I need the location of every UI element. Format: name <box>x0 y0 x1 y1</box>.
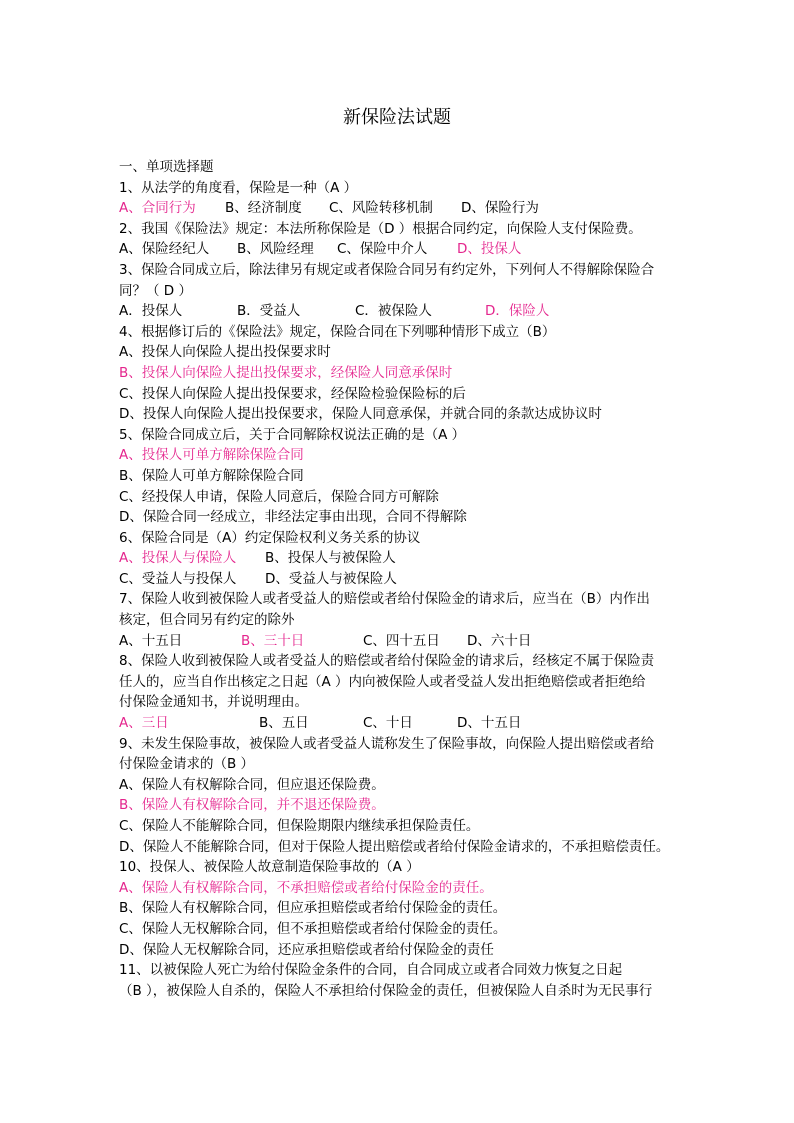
line-text: A、投保人向保险人提出投保要求时 <box>119 344 331 361</box>
text-line <box>119 857 679 878</box>
answer-text: A、投保人与保险人 <box>119 550 237 567</box>
text-line <box>119 734 679 755</box>
answer-text: A、保险人有权解除合同，不承担赔偿或者给付保险金的责任。 <box>119 879 493 896</box>
line-text: D、投保人向保险人提出投保要求，保险人同意承保，并就合同的条款达成协议时 <box>119 406 602 423</box>
text-line <box>119 466 679 487</box>
text-line <box>119 363 679 384</box>
text-line <box>119 178 679 199</box>
text-line <box>119 692 679 713</box>
line-text: C．被保险人 <box>355 303 432 320</box>
line-text: D、保险合同一经成立，非经法定事由出现，合同不得解除 <box>119 509 467 526</box>
answer-text: A、投保人可单方解除保险合同 <box>119 447 304 464</box>
line-text: 3、保险合同成立后，除法律另有规定或者保险合同另有约定外，下列何人不得解除保险合 <box>119 261 655 278</box>
line-text: B、保险人可单方解除保险合同 <box>119 467 304 484</box>
document-title: 新保险法试题 <box>343 107 451 128</box>
line-text: 6、保险合同是（A）约定保险权利义务关系的协议 <box>119 529 421 546</box>
text-line <box>119 281 679 302</box>
text-line <box>119 672 679 693</box>
line-text: 付保险金通知书，并说明理由。 <box>119 694 308 711</box>
line-text: D、保险行为 <box>461 200 539 217</box>
line-text: A、十五日 <box>119 632 183 649</box>
text-line <box>119 960 679 981</box>
line-text: C、四十五日 <box>363 632 440 649</box>
line-text: 5、保险合同成立后，关于合同解除权说法正确的是（A ） <box>119 426 466 443</box>
line-text: 7、保险人收到被保险人或者受益人的赔偿或者给付保险金的请求后，应当在（B）内作出 <box>119 591 650 608</box>
line-text: C、保险人无权解除合同，但不承担赔偿或者给付保险金的责任。 <box>119 920 507 937</box>
text-line <box>119 816 679 837</box>
text-line <box>119 487 679 508</box>
text-line <box>119 837 679 858</box>
text-line <box>119 198 679 219</box>
text-line <box>119 239 679 260</box>
text-line <box>119 528 679 549</box>
text-line <box>119 610 679 631</box>
text-line <box>119 589 679 610</box>
line-text: B、风险经理 <box>237 241 314 258</box>
answer-text: B、三十日 <box>241 632 305 649</box>
line-text: C、保险中介人 <box>337 241 428 258</box>
text-line <box>119 425 679 446</box>
text-line <box>119 260 679 281</box>
answer-text: B、投保人向保险人提出投保要求，经保险人同意承保时 <box>119 364 453 381</box>
line-text: 10、投保人、被保险人故意制造保险事故的（A ） <box>119 859 420 876</box>
text-line <box>119 775 679 796</box>
text-line <box>119 445 679 466</box>
line-text: 4、根据修订后的《保险法》规定，保险合同在下列哪种情形下成立（B） <box>119 323 556 340</box>
line-text: A、保险经纪人 <box>119 241 210 258</box>
line-text: B、五日 <box>259 715 309 732</box>
line-text: A．投保人 <box>119 303 183 320</box>
line-text: B．受益人 <box>237 303 301 320</box>
line-text: A、保险人有权解除合同，但应退还保险费。 <box>119 776 385 793</box>
line-text: 2、我国《保险法》规定：本法所称保险是（D ）根据合同约定，向保险人支付保险费。 <box>119 220 642 237</box>
section-heading: 一、单项选择题 <box>119 159 214 175</box>
document-body <box>119 157 679 1001</box>
line-text: 11、以被保险人死亡为给付保险金条件的合同，自合同成立或者合同效力恢复之日起 <box>119 962 623 979</box>
line-text: B、经济制度 <box>225 200 302 217</box>
line-text: C、保险人不能解除合同，但保险期限内继续承担保险责任。 <box>119 818 480 834</box>
line-text: C、风险转移机制 <box>329 200 433 217</box>
line-text: 核定，但合同另有约定的除外 <box>119 612 295 629</box>
text-line <box>119 713 679 734</box>
text-line <box>119 342 679 363</box>
line-text: C、经投保人申请，保险人同意后，保险合同方可解除 <box>119 488 439 505</box>
line-text: 任人的，应当自作出核定之日起（A ）内向被保险人或者受益人发出拒绝赔偿或者拒绝给 <box>119 673 646 690</box>
line-text: 付保险金请求的（B ） <box>119 756 255 773</box>
line-text: D、保险人无权解除合同，还应承担赔偿或者给付保险金的责任 <box>119 941 494 958</box>
text-line <box>119 878 679 899</box>
line-text: 9、未发生保险事故，被保险人或者受益人谎称发生了保险事故，向保险人提出赔偿或者给 <box>119 735 655 752</box>
text-line <box>119 569 679 590</box>
text-line <box>119 919 679 940</box>
line-text: 1、从法学的角度看，保险是一种（A ） <box>119 179 358 196</box>
answer-text: D．保险人 <box>485 303 550 320</box>
line-text: D、保险人不能解除合同，但对于保险人提出赔偿或者给付保险金请求的，不承担赔偿责任。 <box>119 838 670 855</box>
text-line <box>119 754 679 775</box>
line-text: D、受益人与被保险人 <box>265 570 397 587</box>
text-line <box>119 322 679 343</box>
line-text: C、投保人向保险人提出投保要求，经保险检验保险标的后 <box>119 385 466 402</box>
text-line <box>119 404 679 425</box>
line-text: D、六十日 <box>467 632 532 649</box>
text-line <box>119 219 679 240</box>
line-text: 8、保险人收到被保险人或者受益人的赔偿或者给付保险金的请求后，经核定不属于保险责 <box>119 653 655 670</box>
text-line <box>119 898 679 919</box>
text-line <box>119 507 679 528</box>
text-line <box>119 631 679 652</box>
answer-text: D、投保人 <box>457 241 522 258</box>
answer-text: B、保险人有权解除合同，并不退还保险费。 <box>119 797 385 814</box>
text-line <box>119 301 679 322</box>
line-text: 同？（ D ） <box>119 282 192 299</box>
text-line <box>119 795 679 816</box>
line-text: D、十五日 <box>457 715 522 732</box>
line-text: B、投保人与被保险人 <box>265 550 396 567</box>
text-line <box>119 651 679 672</box>
text-line <box>119 548 679 569</box>
text-line <box>119 940 679 961</box>
line-text: C、受益人与投保人 <box>119 570 237 587</box>
line-text: C、十日 <box>363 715 413 732</box>
line-text: B、保险人有权解除合同，但应承担赔偿或者给付保险金的责任。 <box>119 900 507 917</box>
text-line <box>119 384 679 405</box>
answer-text: A、合同行为 <box>119 200 196 217</box>
text-line <box>119 981 679 1002</box>
line-text: （B ），被保险人自杀的，保险人不承担给付保险金的责任，但被保险人自杀时为无民事行 <box>119 982 653 999</box>
answer-text: A、三日 <box>119 715 169 732</box>
